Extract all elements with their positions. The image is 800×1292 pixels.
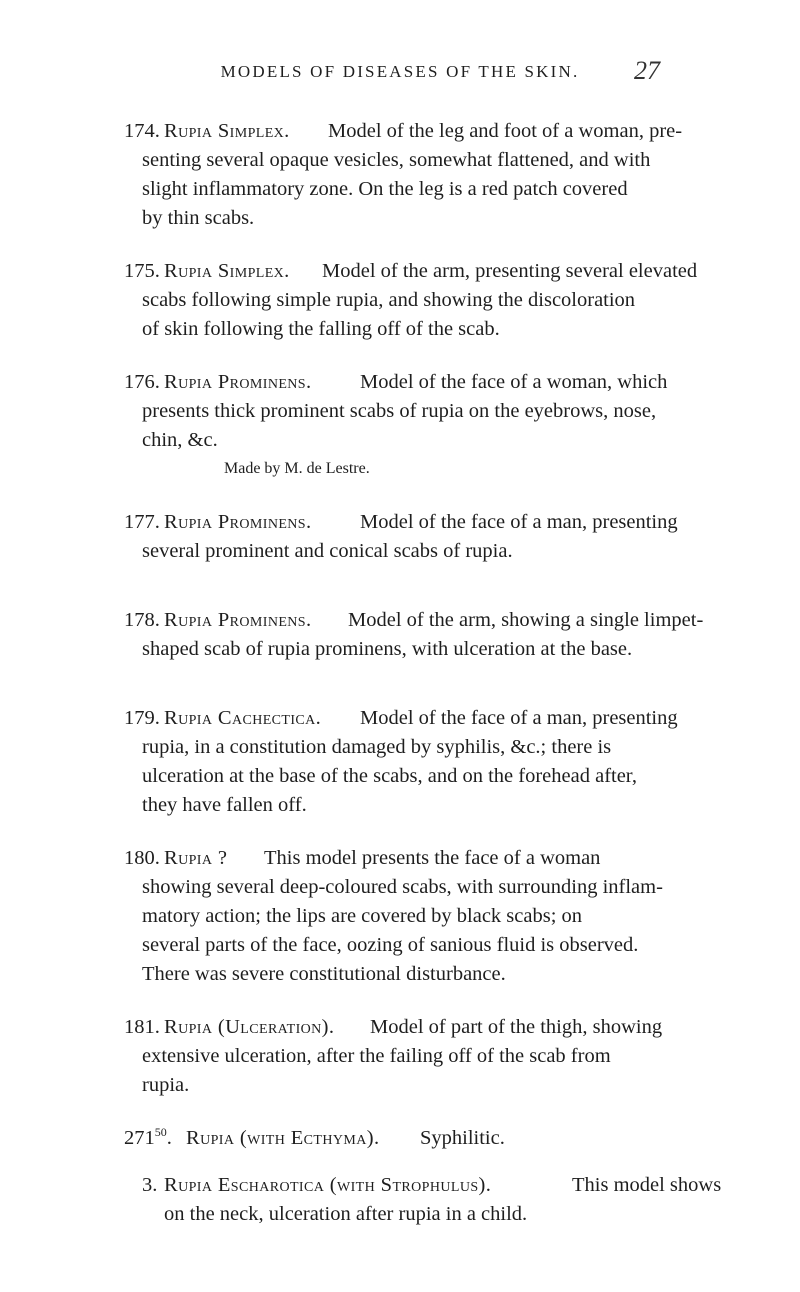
entry-text-line: ulceration at the base of the scabs, and on the forehead after,	[142, 765, 637, 787]
entry-title: Rupia ?	[164, 847, 228, 869]
page-number: 27	[634, 56, 660, 85]
entry-title: Rupia Prominens.	[164, 609, 312, 631]
entry-text-line: showing several deep-coloured scabs, with surrounding inflam-	[142, 876, 663, 898]
entry-text-line: shaped scab of rupia prominens, with ulceration at the base.	[142, 638, 633, 660]
entry-title: Rupia Cachectica.	[164, 707, 322, 729]
entry-text-line: chin, &c.	[142, 429, 218, 451]
entry-text-line: Model of the face of a man, presenting	[360, 707, 678, 729]
entry-text-line: of skin following the falling off of the scab.	[142, 318, 500, 340]
entry-text-line: Model of the face of a woman, which	[360, 371, 668, 393]
entry-text-line: Model of part of the thigh, showing	[370, 1016, 663, 1038]
entry-number: 177.	[124, 511, 160, 533]
entry-text-line: Syphilitic.	[420, 1127, 505, 1149]
entry-text-line: There was severe constitutional disturbance.	[142, 963, 506, 985]
entry-number: $271^{50}$.	[124, 1125, 172, 1149]
entry-title: Rupia Prominens.	[164, 511, 312, 533]
running-title: MODELS OF DISEASES OF THE SKIN.	[220, 62, 580, 81]
entry-text-line: Model of the arm, showing a single limpet-	[348, 609, 704, 631]
entry-text-line: rupia.	[142, 1074, 190, 1096]
entry-number: 176.	[124, 371, 160, 393]
entry-text-line: Model of the leg and foot of a woman, pre-	[328, 120, 683, 142]
entry-text-line: rupia, in a constitution damaged by syphilis, &c.; there is	[142, 736, 612, 758]
entry-number: 175.	[124, 260, 160, 282]
entry-text-line: several prominent and conical scabs of rupia.	[142, 540, 513, 562]
entry-number: 179.	[124, 707, 160, 729]
entry-text-line: matory action; the lips are covered by black scabs; on	[142, 905, 583, 927]
entry-text-line: several parts of the face, oozing of sanious fluid is observed.	[142, 934, 639, 956]
entry-text-line: This model shows	[572, 1174, 722, 1196]
entry-text-line: they have fallen off.	[142, 794, 307, 816]
running-header	[0, 56, 800, 92]
entry-title: Rupia (Ulceration).	[164, 1016, 335, 1038]
entry-text-line: senting several opaque vesicles, somewhat flattened, and with	[142, 149, 651, 171]
entry-number: 174.	[124, 120, 160, 142]
entry-text-line: presents thick prominent scabs of rupia on the eyebrows, nose,	[142, 400, 657, 422]
entry-text-line: by thin scabs.	[142, 207, 255, 229]
entry-title: Rupia (with Ecthyma).	[186, 1127, 380, 1149]
entry-title: Rupia Prominens.	[164, 371, 312, 393]
entry-title: Rupia Escharotica (with Strophulus).	[164, 1174, 492, 1196]
entry-title: Rupia Simplex.	[164, 260, 290, 282]
entry-number: 181.	[124, 1016, 160, 1038]
entry-text-line: slight inflammatory zone. On the leg is a red patch covered	[142, 178, 628, 200]
entry-text-line: Model of the arm, presenting several elevated	[322, 260, 698, 282]
entry-number: 180.	[124, 847, 160, 869]
entry-text-line: Model of the face of a man, presenting	[360, 511, 678, 533]
entry-number-superscript: 50	[154, 1125, 167, 1140]
entry-number: 3.	[142, 1174, 158, 1196]
entry-text-line: extensive ulceration, after the failing off of the scab from	[142, 1045, 611, 1067]
entry-title: Rupia Simplex.	[164, 120, 290, 142]
entry-text-line: on the neck, ulceration after rupia in a child.	[164, 1203, 528, 1225]
maker-note: Made by M. de Lestre.	[224, 460, 370, 477]
entry-number: 178.	[124, 609, 160, 631]
entry-text-line: This model presents the face of a woman	[264, 847, 601, 869]
entry-text-line: scabs following simple rupia, and showing the discoloration	[142, 289, 636, 311]
